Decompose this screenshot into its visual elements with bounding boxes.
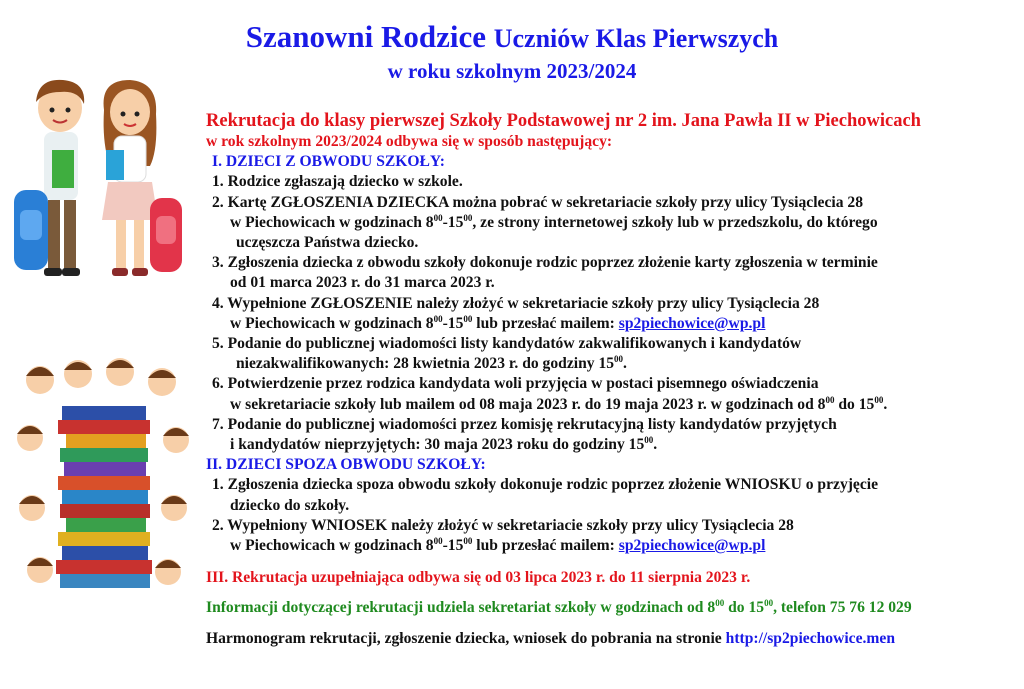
info-text-a: Informacji dotyczącej rekrutacji udziela sekretariat szkoły w godzinach od 8	[206, 599, 716, 617]
sup-00: 00	[433, 536, 443, 547]
title-part-a: Szanowni Rodzice	[245, 19, 486, 54]
s1-item-4-line-2	[206, 314, 1004, 334]
recruitment-heading: Rekrutacja do klasy pierwszej Szkoły Podstawowej nr 2 im. Jana Pawła II w Piechowicach	[206, 111, 921, 131]
s1-item-2-line-3: uczęszcza Państwa dziecko.	[236, 234, 419, 252]
s2-item-2-line-1: 2. Wypełniony WNIOSEK należy złożyć w sekretariacie szkoły przy ulicy Tysiąclecia 28	[212, 516, 794, 534]
sup-00: 00	[433, 212, 443, 223]
dash-15: -15	[442, 537, 464, 555]
s1-item-5-line-2	[206, 354, 1004, 374]
dot: .	[883, 395, 888, 413]
s2-item-2-line-2	[206, 536, 1004, 556]
sup-00: 00	[463, 313, 473, 324]
s1-item-2-line-1: 2. Kartę ZGŁOSZENIA DZIECKA można pobrać w sekretariacie szkoły przy ulicy Tysiąclecia 28	[212, 193, 864, 211]
info-text-c: , telefon 75 76 12 029	[773, 599, 912, 617]
title-line	[0, 20, 1024, 54]
s1-item-6-line-1: 6. Potwierdzenie przez rodzica kandydata woli przyjęcia w postaci pisemnego oświadczenia	[212, 375, 819, 393]
s1-item-6-line-2	[206, 395, 1004, 415]
section-3: III. Rekrutacja uzupełniająca odbywa się od 03 lipca 2023 r. do 11 sierpnia 2023 r.	[206, 569, 751, 587]
sup-00: 00	[764, 598, 774, 609]
children-backpacks-illustration	[8, 70, 193, 285]
section-1-title: I. DZIECI Z OBWODU SZKOŁY:	[212, 153, 445, 171]
s2-item-2-text-b: lub przesłać mailem:	[472, 537, 619, 555]
s1-item-4-text-b: lub przesłać mailem:	[472, 314, 619, 332]
sup-00: 00	[463, 536, 473, 547]
s1-item-3-line-2: od 01 marca 2023 r. do 31 marca 2023 r.	[230, 274, 495, 292]
sup-00: 00	[433, 313, 443, 324]
recruitment-subheading: w rok szkolnym 2023/2024 odbywa się w sposób następujący:	[206, 133, 613, 150]
email-link[interactable]: sp2piechowice@wp.pl	[618, 314, 766, 332]
email-link[interactable]: sp2piechowice@wp.pl	[618, 537, 766, 555]
s1-item-2-text-b: , ze strony internetowej szkoły lub w przedszkolu, do którego	[472, 213, 878, 231]
s1-item-2-text-a: w Piechowicach w godzinach 8	[230, 213, 434, 231]
recruitment-content	[206, 110, 1004, 649]
s1-item-2-line-2	[206, 213, 1004, 233]
s1-item-7-line-1: 7. Podanie do publicznej wiadomości przez komisję rekrutacyjną listy kandydatów przyjętych	[212, 415, 837, 433]
footer-line	[206, 629, 1004, 649]
s1-item-1: 1. Rodzice zgłaszają dziecko w szkole.	[212, 173, 463, 191]
dash-15: -15	[442, 213, 464, 231]
s1-item-7-line-2	[206, 435, 1004, 455]
sup-00: 00	[614, 354, 624, 365]
sup-00: 00	[715, 598, 725, 609]
children-books-illustration	[10, 358, 195, 608]
info-line	[206, 598, 1004, 618]
title-part-b: Uczniów Klas Pierwszych	[493, 24, 779, 53]
sup-00: 00	[644, 435, 654, 446]
title-subtitle: w roku szkolnym 2023/2024	[387, 59, 637, 84]
s1-item-7-text-a: i kandydatów nieprzyjętych: 30 maja 2023 roku do godziny 15	[230, 436, 645, 454]
s2-item-2-text-a: w Piechowicach w godzinach 8	[230, 537, 434, 555]
s1-item-4-line-1: 4. Wypełnione ZGŁOSZENIE należy złożyć w sekretariacie szkoły przy ulicy Tysiąclecia 28	[212, 294, 820, 312]
s1-item-5-text-a: niezakwalifikowanych: 28 kwietnia 2023 r. do godziny 15	[236, 355, 615, 373]
dash-15: -15	[442, 314, 464, 332]
s1-item-5-line-1: 5. Podanie do publicznej wiadomości listy kandydatów zakwalifikowanych i kandydatów	[212, 335, 802, 353]
info-text-b: do 15	[724, 599, 765, 617]
dot: .	[623, 355, 627, 373]
sup-00: 00	[874, 394, 884, 405]
footer-text: Harmonogram rekrutacji, zgłoszenie dziecka, wniosek do pobrania na stronie	[206, 629, 726, 647]
sup-00: 00	[825, 394, 835, 405]
s1-item-4-text-a: w Piechowicach w godzinach 8	[230, 314, 434, 332]
s1-item-6-text-a: w sekretariacie szkoły lub mailem od 08 maja 2023 r. do 19 maja 2023 r. w godzinach od 8	[230, 395, 826, 413]
s1-item-3-line-1: 3. Zgłoszenia dziecka z obwodu szkoły dokonuje rodzic poprzez złożenie karty zgłoszenia w terminie	[212, 254, 878, 272]
footer-link[interactable]: http://sp2piechowice.men	[725, 629, 896, 647]
section-2-title: II. DZIECI SPOZA OBWODU SZKOŁY:	[206, 456, 486, 474]
dot: .	[653, 436, 658, 454]
s1-item-6-text-b: do 15	[834, 395, 875, 413]
sup-00: 00	[463, 212, 473, 223]
s2-item-1-line-1: 1. Zgłoszenia dziecka spoza obwodu szkoły dokonuje rodzic poprzez złożenie WNIOSKU o przyjęcie	[212, 476, 879, 494]
s2-item-1-line-2: dziecko do szkoły.	[230, 496, 350, 514]
